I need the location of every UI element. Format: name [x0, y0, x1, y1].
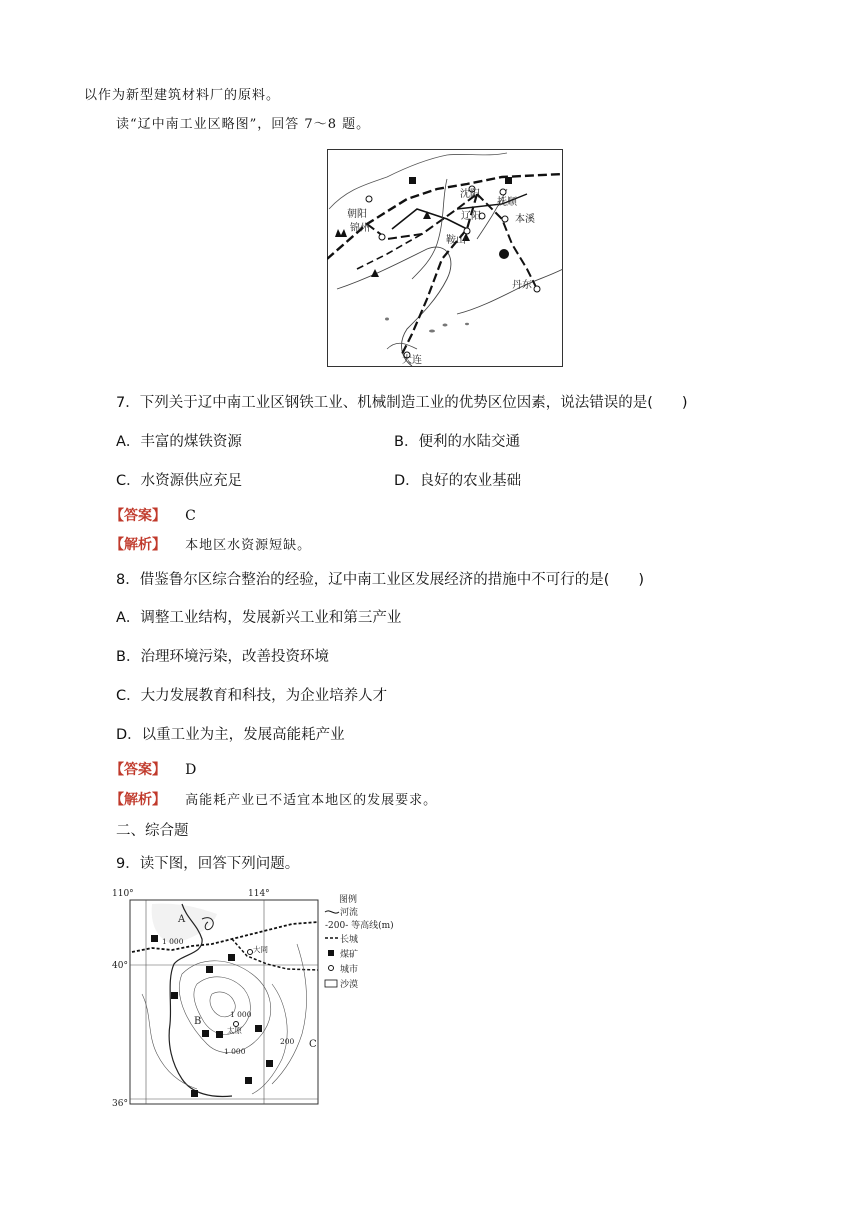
- legend-wall: 长城: [340, 935, 359, 945]
- city-label-taiyuan: 太原: [227, 1026, 242, 1035]
- q8-option-d: D．以重工业为主，发展高能耗产业: [116, 727, 345, 743]
- q7-option-d: D．良好的农业基础: [394, 473, 522, 489]
- city-label-liaoyang: 辽阳: [461, 211, 481, 222]
- city-label-dandong: 丹东: [512, 280, 532, 291]
- region-b-label: B: [194, 1016, 202, 1027]
- legend-coal: 煤矿: [340, 950, 359, 960]
- answer-tag: 【答案】: [110, 508, 166, 524]
- city-label-datong: 大同: [253, 945, 268, 954]
- q8-answer: D: [185, 762, 197, 778]
- city-label-jinzhou: 锦州: [350, 223, 370, 234]
- city-label-shenyang: 沈阳: [460, 189, 480, 200]
- analysis-tag: 【解析】: [110, 537, 166, 553]
- city-label-dalian: 大连: [402, 355, 422, 366]
- lon-label-110: 110°: [112, 889, 134, 899]
- lat-label-40: 40°: [112, 961, 128, 971]
- lon-label-114: 114°: [248, 889, 270, 899]
- city-label-chaoyang: 朝阳: [347, 209, 367, 220]
- q8-answer-row: [110, 759, 196, 779]
- city-label-fushun: 抚顺: [497, 197, 517, 208]
- read-prompt: 读“辽中南工业区略图”，回答 7～8 题。: [116, 117, 371, 132]
- analysis-tag: 【解析】: [110, 792, 166, 808]
- q8-option-c: C．大力发展教育和科技，为企业培养人才: [116, 688, 388, 704]
- q8-option-b: B．治理环境污染，改善投资环境: [116, 649, 329, 665]
- intro-line: 以作为新型建筑材料厂的原料。: [84, 88, 281, 103]
- q8-analysis: 高能耗产业已不适宜本地区的发展要求。: [185, 793, 438, 808]
- q7-analysis: 本地区水资源短缺。: [185, 538, 312, 553]
- legend-river: 河流: [340, 908, 359, 918]
- liaozhongnan-map: [327, 149, 563, 367]
- contour-label-200: 200: [280, 1037, 295, 1046]
- q7-option-b: B．便利的水陆交通: [394, 434, 520, 450]
- section-title: 二、综合题: [116, 823, 189, 839]
- q9-stem: 9．读下图，回答下列问题。: [116, 856, 300, 872]
- legend-city: 城市: [340, 965, 359, 975]
- q7-analysis-row: [110, 534, 311, 554]
- q7-answer-row: [110, 505, 196, 525]
- lat-label-36: 36°: [112, 1099, 128, 1109]
- contour-label-1000-a: 1 000: [162, 937, 184, 946]
- q8-stem: 8．借鉴鲁尔区综合整治的经验，辽中南工业区发展经济的措施中不可行的是( ): [116, 572, 645, 588]
- contour-label-1000-b: 1 000: [230, 1010, 252, 1019]
- map-legend: [325, 893, 394, 990]
- legend-contour: -200- 等高线(m): [325, 921, 394, 931]
- legend-desert: 沙漠: [340, 980, 359, 990]
- legend-title: 图例: [339, 895, 358, 905]
- q7-option-a: A．丰富的煤铁资源: [116, 434, 242, 450]
- region-c-label: C: [309, 1039, 317, 1050]
- q8-option-a: A．调整工业结构，发展新兴工业和第三产业: [116, 610, 402, 626]
- answer-tag: 【答案】: [110, 762, 166, 778]
- q7-stem: 7．下列关于辽中南工业区钢铁工业、机械制造工业的优势区位因素，说法错误的是( ): [116, 395, 688, 411]
- contour-label-1000-c: 1 000: [224, 1047, 246, 1056]
- shanxi-coal-map: [112, 884, 402, 1110]
- city-label-benxi: 本溪: [515, 214, 535, 225]
- q7-option-c: C．水资源供应充足: [116, 473, 243, 489]
- region-a-label: A: [178, 914, 186, 925]
- city-label-anshan: 鞍山: [446, 235, 466, 246]
- q8-analysis-row: [110, 789, 437, 809]
- q7-answer: C: [185, 508, 196, 524]
